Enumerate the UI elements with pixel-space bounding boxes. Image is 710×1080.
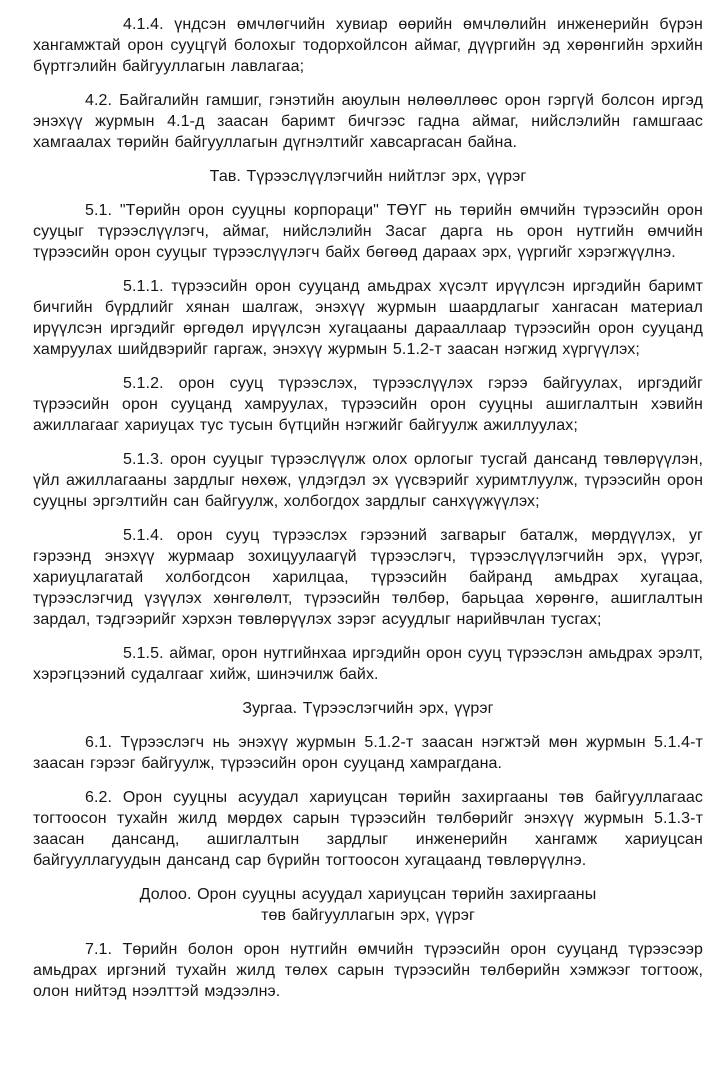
- clause-4-2: 4.2. Байгалийн гамшиг, гэнэтийн аюулын нөлөөллөөс орон гэргүй болсон иргэд энэхүү журмын 4.1-д заасан баримт бичгээс гадна аймаг, нийслэлийн гамшгаас хамгаалах төрийн байгууллагын дүгнэлтийг хавсаргасан байна.: [33, 92, 703, 151]
- clause-5-1-4: 5.1.4. орон сууц түрээслэх гэрээний загварыг баталж, мөрдүүлэх, уг гэрээнд энэхүү журмаар зохицуулаагүй түрээслэгч, түрээслүүлэгчийн эрх, үүрэг, хариуцлагатай холбогдсон харилцаа, түрээсийн байранд амьдрах хугацаа, түрээслэгчид үзүүлэх хөнгөлөлт, түрээсийн төлбөр, барьцаа хөрөнгө, ашиглалтын зардал, тэдгээрийг хэрхэн төвлөрүүлэх зэрэг асуудлыг нарийвчлан тусгах;: [33, 527, 703, 628]
- clause-5-1-5: 5.1.5. аймаг, орон нутгийнхаа иргэдийн орон сууц түрээслэн амьдрах эрэлт, хэрэгцээний судалгааг хийж, шинэчилж байх.: [33, 645, 703, 683]
- clause-6-2: 6.2. Орон сууцны асуудал хариуцсан төрийн захиргааны төв байгууллагаас тогтоосон тухайн жилд мөрдөх сарын түрээсийн төлбөрийг энэхүү журмын 5.1.3-т заасан дансанд, ашиглалтын зардлыг инженерийн хангамж хариуцсан байгууллагуудын дансанд сар бүрийн тогтоосон хугацаанд төвлөрүүлнэ.: [33, 789, 703, 869]
- clause-6-1: 6.1. Түрээслэгч нь энэхүү журмын 5.1.2-т заасан нэгжтэй мөн журмын 5.1.4-т заасан гэрээг байгуулж, түрээсийн орон сууцанд хамрагдана.: [33, 734, 703, 772]
- clause-5-1: 5.1. "Төрийн орон сууцны корпораци" ТӨҮГ нь төрийн өмчийн түрээсийн орон сууцыг түрээслүүлэгч, аймаг, нийслэлийн Засаг дарга нь орон нутгийн өмчийн түрээсийн орон сууцыг түрээслүүлэгч байх бөгөөд дараах эрх, үүргийг хэрэгжүүлнэ.: [33, 202, 703, 261]
- clause-5-1-1: 5.1.1. түрээсийн орон сууцанд амьдрах хүсэлт ирүүлсэн иргэдийн баримт бичгийн бүрдлийг хянан шалгаж, энэхүү журмын шаардлагыг хангасан материал ирүүлсэн иргэдийг өргөдөл ирүүлсэн хугацааны дарааллаар түрээсийн орон сууцанд хамруулах шийдвэрийг гаргаж, энэхүү журмын 5.1.2-т заасан нэгжид хүргүүлэх;: [33, 278, 703, 358]
- clause-7-1: 7.1. Төрийн болон орон нутгийн өмчийн түрээсийн орон сууцанд түрээсээр амьдрах иргэний тухайн жилд төлөх сарын түрээсийн төлбөрийн хэмжээг тогтоож, олон нийтэд нээлттэй мэдээлнэ.: [33, 941, 703, 1000]
- chapter-six-heading: Зургаа. Түрээслэгчийн эрх, үүрэг: [242, 700, 494, 717]
- clause-5-1-2: 5.1.2. орон сууц түрээслэх, түрээслүүлэх гэрээ байгуулах, иргэдийг түрээсийн орон сууцанд хамруулах, түрээсийн орон сууцны ашиглалтын хэвийн ажиллагааг хариуцах тус тусын бүтцийн нэгжийг байгуулж ажиллуулах;: [33, 375, 703, 434]
- clause-4-1-4: 4.1.4. үндсэн өмчлөгчийн хувиар өөрийн өмчлөлийн инженерийн бүрэн хангамжтай орон сууцгүй болохыг тодорхойлсон аймаг, дүүргийн эд хөрөнгийн эрхийн бүртгэлийн байгууллагын лавлагаа;: [33, 16, 703, 75]
- chapter-seven-heading-line2: төв байгууллагын эрх, үүрэг: [261, 907, 475, 924]
- chapter-seven-heading-line1: Долоо. Орон сууцны асуудал хариуцсан төрийн захиргааны: [139, 886, 597, 903]
- chapter-five-heading: Тав. Түрээслүүлэгчийн нийтлэг эрх, үүрэг: [209, 168, 527, 185]
- clause-5-1-3: 5.1.3. орон сууцыг түрээслүүлж олох орлогыг тусгай дансанд төвлөрүүлэн, үйл ажиллагааны зардлыг нөхөж, үлдэгдэл эх үүсвэрийг хуримтлуулж, түрээсийн орон сууцны эргэлтийн сан байгуулж, холбогдох зардлыг санхүүжүүлэх;: [33, 451, 703, 510]
- chapter-seven-heading: [33, 884, 703, 926]
